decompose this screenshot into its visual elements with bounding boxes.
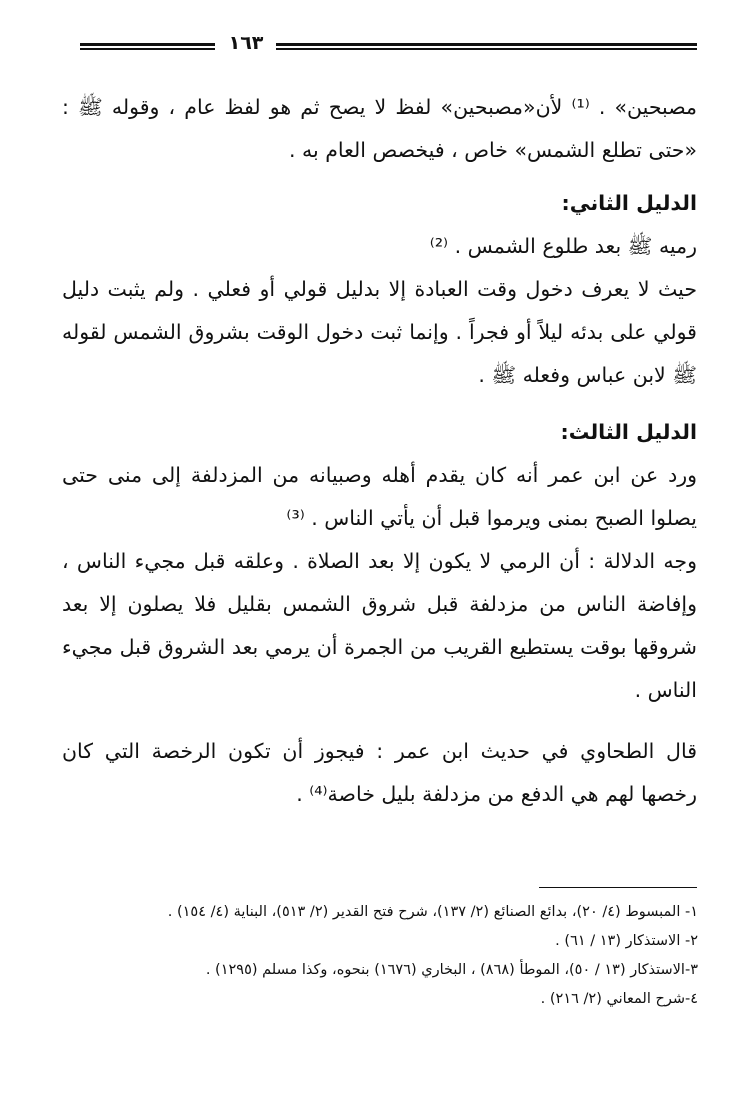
heading-second-evidence: الدليل الثاني:	[561, 191, 697, 215]
footnote-1: ١- المبسوط (٤/ ٢٠)، بدائع الصنائع (٢/ ١٣٧)، شرح فتح القدير (٢/ ٥١٣)، البناية (٤/ ١٥٤) .	[167, 904, 698, 920]
header-rule-right	[276, 43, 697, 50]
paragraph-4: ورد عن ابن عمر أنه كان يقدم أهله وصبيانه من المزدلفة إلى منى حتى يصلوا الصبح بمنى ويرموا قبل أن يأتي الناس . ⁽³⁾	[62, 463, 697, 530]
paragraph-1: مصبحين» . ⁽¹⁾ لأن«مصبحين» لفظ لا يصح ثم هو لفظ عام ، وقوله ﷺ : «حتى تطلع الشمس» خاص ، فيخصص العام به .	[62, 95, 697, 162]
paragraph-6: قال الطحاوي في حديث ابن عمر : فيجوز أن تكون الرخصة التي كان رخصها لهم هي الدفع من مزدلفة بليل خاصة⁽⁴⁾ .	[62, 739, 697, 806]
heading-third-evidence: الدليل الثالث:	[560, 420, 697, 444]
footnote-separator	[539, 887, 697, 888]
paragraph-2: رميه ﷺ بعد طلوع الشمس . ⁽²⁾	[429, 234, 697, 258]
paragraph-5: وجه الدلالة : أن الرمي لا يكون إلا بعد الصلاة . وعلقه قبل مجيء الناس ، وإفاضة الناس من مزدلفة قبل شروق الشمس بقليل فلا يصلون إلا بعد شروقها بوقت يستطيع القريب من الجمرة أن يرمي بعد الشروق قبل مجيء الناس .	[62, 549, 697, 702]
page-header	[80, 32, 697, 58]
paragraph-3: حيث لا يعرف دخول وقت العبادة إلا بدليل قولي أو فعلي . ولم يثبت دليل قولي على بدئه ليلاً أو فجراً . وإنما ثبت دخول الوقت بشروق الشمس لقوله ﷺ لابن عباس وفعله ﷺ .	[62, 277, 697, 387]
main-text	[62, 86, 697, 816]
footnote-2: ٢- الاستذكار (١٣ / ٦١) .	[555, 933, 698, 949]
header-rule-left	[80, 43, 215, 50]
footnotes	[58, 898, 698, 1014]
footnote-4: ٤-شرح المعاني (٢/ ٢١٦) .	[540, 991, 698, 1007]
page-number: ١٦٣	[228, 32, 264, 54]
footnote-3: ٣-الاستذكار (١٣ / ٥٠)، الموطأ (٨٦٨) ، البخاري (١٦٧٦) بنحوه، وكذا مسلم (١٢٩٥) .	[205, 962, 698, 978]
